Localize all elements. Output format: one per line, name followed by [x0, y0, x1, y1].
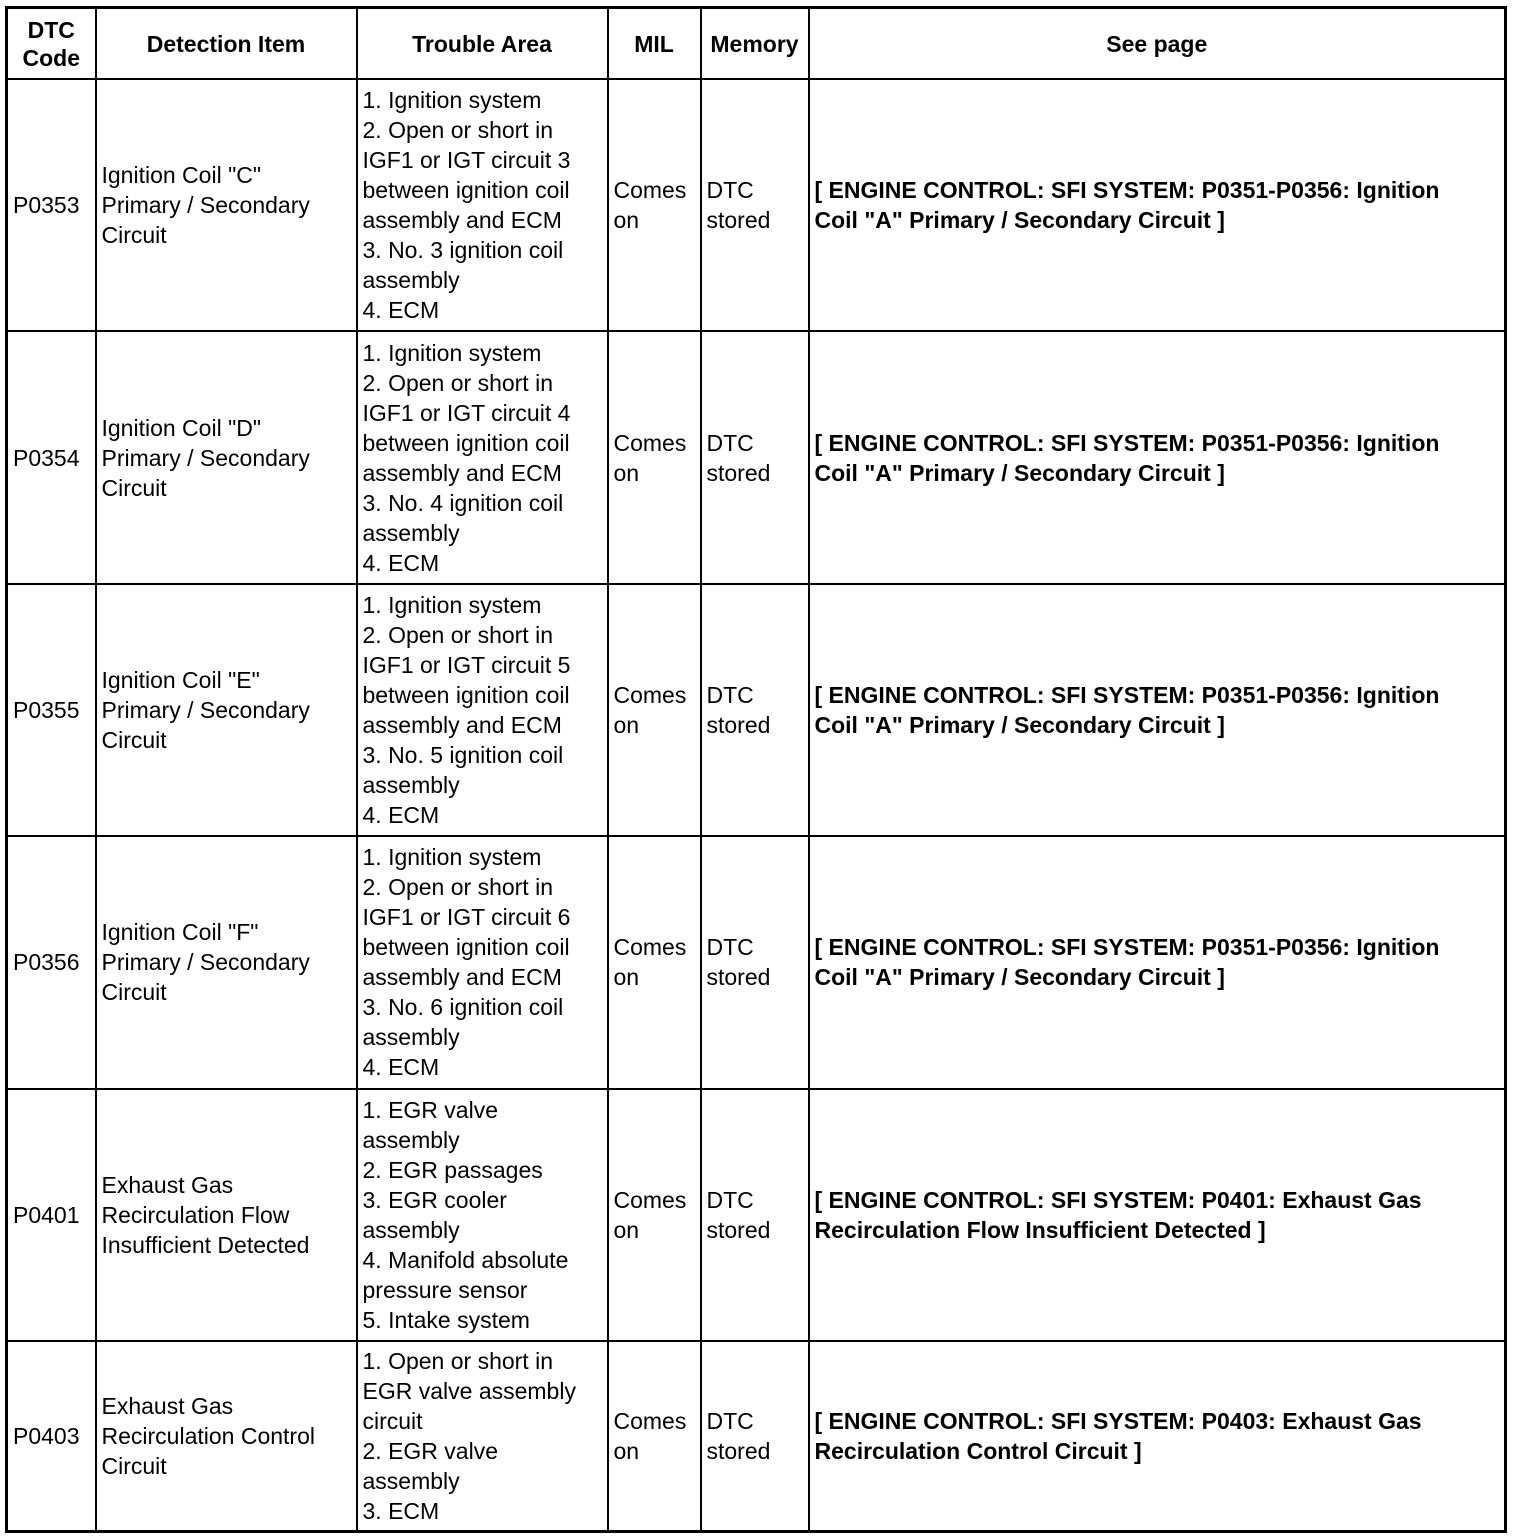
trouble-area-line: IGF1 or IGT circuit 4: [362, 399, 571, 426]
table-row: [7, 1341, 1506, 1531]
detection-item-line: Primary / Secondary: [101, 192, 310, 219]
mil-line: on: [613, 1216, 640, 1243]
detection-item-cell: [96, 584, 357, 836]
mil-line: Comes: [613, 934, 687, 961]
trouble-area-line: IGF1 or IGT circuit 6: [362, 904, 571, 931]
trouble-area-line: IGF1 or IGT circuit 3: [362, 147, 571, 174]
trouble-area-line: assembly and ECM: [362, 207, 562, 234]
table-row: [7, 584, 1506, 836]
dtc-code-cell: P0354: [7, 331, 96, 583]
detection-item-line: Ignition Coil "E": [101, 667, 260, 694]
mil-line: Comes: [613, 1408, 687, 1435]
trouble-area-line: 1. Ignition system: [362, 339, 542, 366]
trouble-area-line: 3. No. 4 ignition coil: [362, 489, 564, 516]
trouble-area-line: assembly: [362, 1126, 460, 1153]
memory-cell: [701, 584, 809, 836]
trouble-area-line: between ignition coil: [362, 429, 570, 456]
mil-line: on: [613, 1438, 640, 1465]
trouble-area-line: 1. EGR valve: [362, 1096, 498, 1123]
trouble-area-line: assembly and ECM: [362, 459, 562, 486]
trouble-area-line: 3. No. 6 ignition coil: [362, 994, 564, 1021]
dtc-code-cell: P0353: [7, 79, 96, 331]
dtc-code-cell: P0403: [7, 1341, 96, 1531]
detection-item-line: Circuit: [101, 727, 167, 754]
table-row: [7, 836, 1506, 1088]
trouble-area-line: EGR valve assembly: [362, 1378, 576, 1405]
trouble-area-line: assembly and ECM: [362, 712, 562, 739]
trouble-area-line: 1. Ignition system: [362, 844, 542, 871]
header-dtc-code: DTC Code: [7, 8, 96, 80]
mil-cell: [608, 331, 701, 583]
trouble-area-line: assembly and ECM: [362, 964, 562, 991]
mil-line: on: [613, 459, 640, 486]
trouble-area-line: assembly: [362, 267, 460, 294]
detection-item-line: Circuit: [101, 1453, 167, 1480]
detection-item-cell: [96, 836, 357, 1088]
dtc-code-cell: P0355: [7, 584, 96, 836]
header-mil: MIL: [608, 8, 701, 80]
trouble-area-line: 2. Open or short in: [362, 369, 553, 396]
trouble-area-line: 1. Ignition system: [362, 87, 542, 114]
memory-line: DTC: [706, 934, 754, 961]
see-page-line: Coil "A" Primary / Secondary Circuit ]: [814, 207, 1225, 234]
detection-item-line: Circuit: [101, 979, 167, 1006]
mil-line: on: [613, 712, 640, 739]
trouble-area-line: IGF1 or IGT circuit 5: [362, 652, 571, 679]
trouble-area-line: assembly: [362, 1024, 460, 1051]
see-page-link[interactable]: [809, 836, 1506, 1088]
trouble-area-line: 2. Open or short in: [362, 622, 553, 649]
memory-line: stored: [706, 459, 771, 486]
mil-line: on: [613, 207, 640, 234]
trouble-area-line: 1. Ignition system: [362, 592, 542, 619]
mil-line: Comes: [613, 682, 687, 709]
header-trouble-area: Trouble Area: [357, 8, 608, 80]
trouble-area-line: assembly: [362, 772, 460, 799]
memory-line: DTC: [706, 177, 754, 204]
detection-item-line: Circuit: [101, 474, 167, 501]
detection-item-line: Primary / Secondary: [101, 444, 310, 471]
trouble-area-line: 5. Intake system: [362, 1306, 530, 1333]
table-row: [7, 331, 1506, 583]
trouble-area-line: 4. Manifold absolute: [362, 1246, 569, 1273]
see-page-line: [ ENGINE CONTROL: SFI SYSTEM: P0351-P0356: Ignition: [814, 429, 1440, 456]
detection-item-line: Primary / Secondary: [101, 949, 310, 976]
trouble-area-cell: [357, 79, 608, 331]
memory-line: stored: [706, 1216, 771, 1243]
trouble-area-line: circuit: [362, 1408, 423, 1435]
trouble-area-line: assembly: [362, 1216, 460, 1243]
trouble-area-cell: [357, 331, 608, 583]
trouble-area-line: 2. EGR passages: [362, 1156, 543, 1183]
trouble-area-line: between ignition coil: [362, 177, 570, 204]
trouble-area-cell: [357, 1089, 608, 1341]
trouble-area-line: assembly: [362, 1468, 460, 1495]
see-page-line: Recirculation Flow Insufficient Detected ]: [814, 1216, 1266, 1243]
mil-cell: [608, 836, 701, 1088]
trouble-area-cell: [357, 836, 608, 1088]
mil-line: Comes: [613, 177, 687, 204]
see-page-line: [ ENGINE CONTROL: SFI SYSTEM: P0351-P0356: Ignition: [814, 682, 1440, 709]
memory-cell: [701, 1341, 809, 1531]
trouble-area-cell: [357, 584, 608, 836]
memory-line: DTC: [706, 1186, 754, 1213]
see-page-line: Coil "A" Primary / Secondary Circuit ]: [814, 964, 1225, 991]
trouble-area-line: 4. ECM: [362, 802, 440, 829]
trouble-area-line: between ignition coil: [362, 682, 570, 709]
mil-cell: [608, 1089, 701, 1341]
trouble-area-line: 4. ECM: [362, 549, 440, 576]
memory-line: stored: [706, 964, 771, 991]
detection-item-line: Recirculation Flow: [101, 1201, 290, 1228]
mil-line: on: [613, 964, 640, 991]
trouble-area-line: 2. EGR valve: [362, 1438, 498, 1465]
dtc-code-cell: P0401: [7, 1089, 96, 1341]
see-page-line: Recirculation Control Circuit ]: [814, 1438, 1142, 1465]
trouble-area-line: pressure sensor: [362, 1276, 528, 1303]
trouble-area-line: 3. No. 5 ignition coil: [362, 742, 564, 769]
detection-item-line: Insufficient Detected: [101, 1231, 310, 1258]
memory-line: stored: [706, 712, 771, 739]
detection-item-line: Ignition Coil "D": [101, 414, 262, 441]
see-page-line: Coil "A" Primary / Secondary Circuit ]: [814, 712, 1225, 739]
see-page-line: [ ENGINE CONTROL: SFI SYSTEM: P0351-P0356: Ignition: [814, 177, 1440, 204]
mil-cell: [608, 584, 701, 836]
memory-line: stored: [706, 1438, 771, 1465]
trouble-area-line: between ignition coil: [362, 934, 570, 961]
trouble-area-cell: [357, 1341, 608, 1531]
memory-line: stored: [706, 207, 771, 234]
trouble-area-line: 3. ECM: [362, 1498, 440, 1525]
detection-item-line: Primary / Secondary: [101, 697, 310, 724]
header-row: [7, 8, 1506, 80]
dtc-table: [5, 6, 1507, 1533]
see-page-link[interactable]: [809, 1089, 1506, 1341]
detection-item-line: Recirculation Control: [101, 1423, 315, 1450]
see-page-line: [ ENGINE CONTROL: SFI SYSTEM: P0351-P0356: Ignition: [814, 934, 1440, 961]
mil-cell: [608, 79, 701, 331]
detection-item-cell: [96, 79, 357, 331]
dtc-code-cell: P0356: [7, 836, 96, 1088]
trouble-area-line: 3. No. 3 ignition coil: [362, 237, 564, 264]
see-page-line: [ ENGINE CONTROL: SFI SYSTEM: P0401: Exhaust Gas: [814, 1186, 1422, 1213]
memory-cell: [701, 836, 809, 1088]
memory-line: DTC: [706, 682, 754, 709]
see-page-link[interactable]: [809, 331, 1506, 583]
mil-line: Comes: [613, 429, 687, 456]
mil-line: Comes: [613, 1186, 687, 1213]
see-page-line: [ ENGINE CONTROL: SFI SYSTEM: P0403: Exhaust Gas: [814, 1408, 1422, 1435]
detection-item-line: Exhaust Gas: [101, 1393, 234, 1420]
see-page-link[interactable]: [809, 584, 1506, 836]
trouble-area-line: 4. ECM: [362, 297, 440, 324]
table-row: [7, 79, 1506, 331]
memory-cell: [701, 79, 809, 331]
detection-item-line: Exhaust Gas: [101, 1171, 234, 1198]
detection-item-line: Ignition Coil "F": [101, 919, 259, 946]
memory-cell: [701, 1089, 809, 1341]
trouble-area-line: 4. ECM: [362, 1054, 440, 1081]
header-detection-item: Detection Item: [96, 8, 357, 80]
table-row: [7, 1089, 1506, 1341]
trouble-area-line: 3. EGR cooler: [362, 1186, 507, 1213]
trouble-area-line: 2. Open or short in: [362, 117, 553, 144]
header-see-page: See page: [809, 8, 1506, 80]
header-memory: Memory: [701, 8, 809, 80]
memory-cell: [701, 331, 809, 583]
see-page-line: Coil "A" Primary / Secondary Circuit ]: [814, 459, 1225, 486]
detection-item-cell: [96, 1341, 357, 1531]
detection-item-cell: [96, 331, 357, 583]
detection-item-cell: [96, 1089, 357, 1341]
memory-line: DTC: [706, 1408, 754, 1435]
memory-line: DTC: [706, 429, 754, 456]
trouble-area-line: 2. Open or short in: [362, 874, 553, 901]
detection-item-line: Circuit: [101, 222, 167, 249]
see-page-link[interactable]: [809, 1341, 1506, 1531]
mil-cell: [608, 1341, 701, 1531]
trouble-area-line: 1. Open or short in: [362, 1348, 553, 1375]
trouble-area-line: assembly: [362, 519, 460, 546]
detection-item-line: Ignition Coil "C": [101, 162, 262, 189]
see-page-link[interactable]: [809, 79, 1506, 331]
